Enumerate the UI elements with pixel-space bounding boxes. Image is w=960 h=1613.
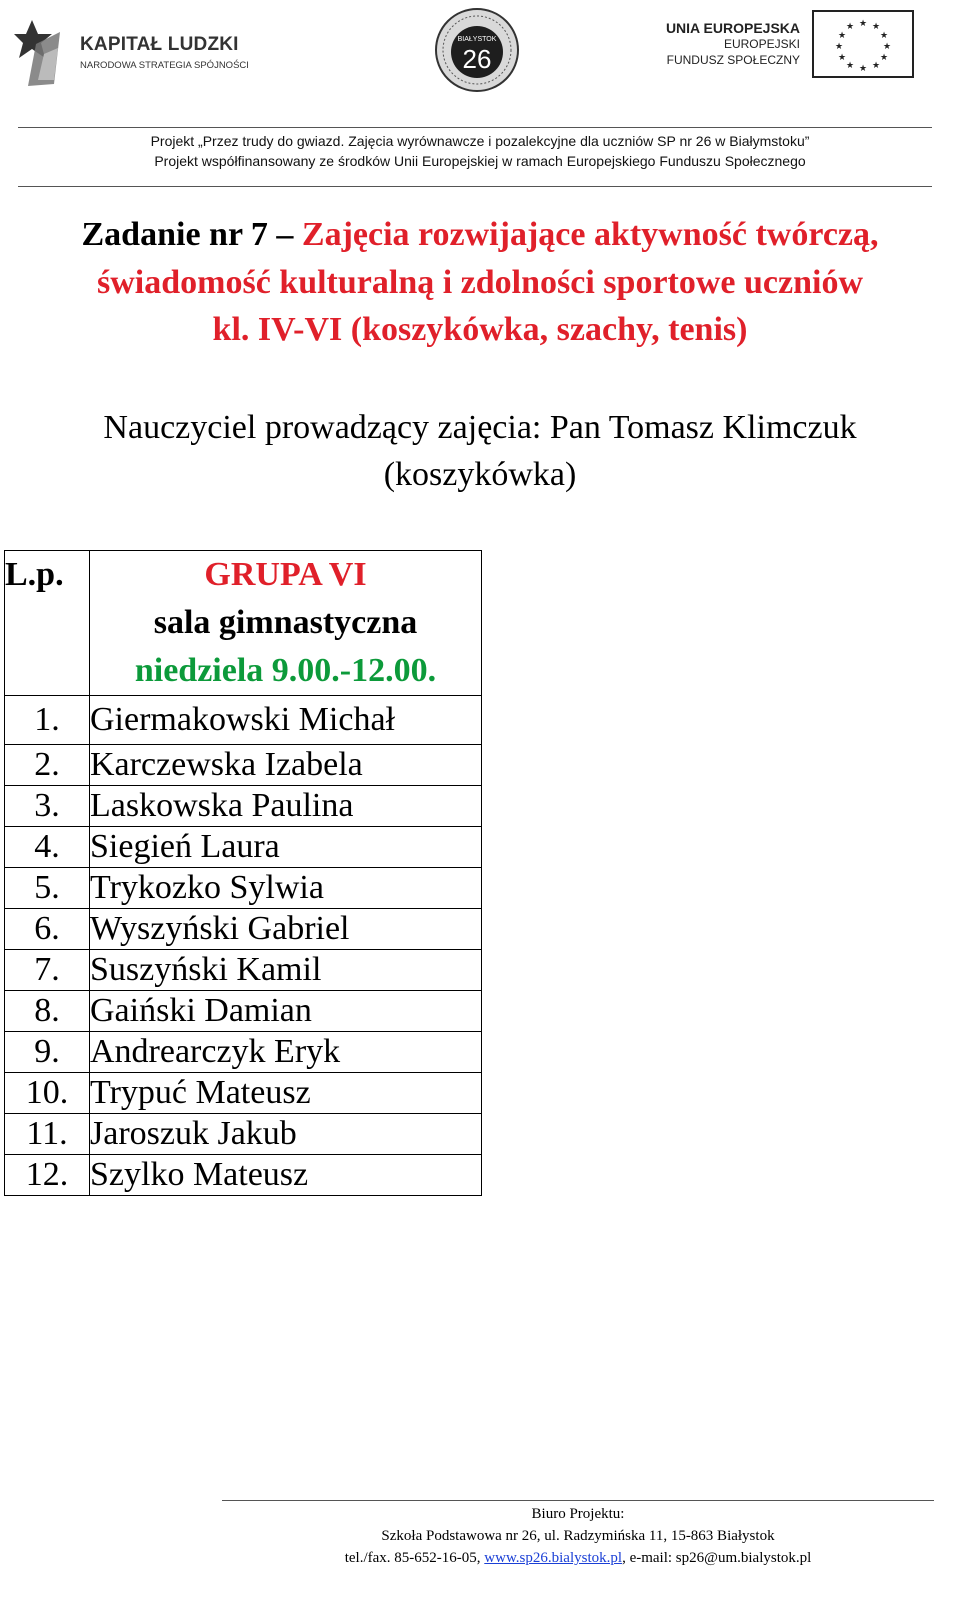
svg-text:★: ★ — [871, 61, 881, 71]
student-name: Wyszyński Gabriel — [90, 909, 482, 950]
svg-text:★: ★ — [845, 61, 855, 71]
footer-rule — [222, 1500, 934, 1501]
table-row — [5, 1114, 482, 1155]
group-header-cell — [90, 551, 482, 696]
student-name: Karczewska Izabela — [90, 745, 482, 786]
row-number: 7. — [5, 950, 90, 991]
row-number: 12. — [5, 1155, 90, 1196]
footer-line-1: Biuro Projektu: — [531, 1506, 625, 1522]
group-room: sala gimnastyczna — [153, 604, 418, 641]
table-row — [5, 868, 482, 909]
group-table-header-row — [5, 551, 482, 696]
svg-text:★: ★ — [845, 22, 855, 32]
eu-line-3: FUNDUSZ SPOŁECZNY — [666, 53, 800, 67]
svg-text:★: ★ — [879, 53, 889, 63]
table-row — [5, 950, 482, 991]
student-name: Laskowska Paulina — [90, 786, 482, 827]
svg-text:★: ★ — [858, 64, 868, 74]
svg-text:★: ★ — [834, 42, 844, 52]
row-number: 10. — [5, 1073, 90, 1114]
footer-line-3 — [222, 1550, 934, 1567]
student-name: Gaiński Damian — [90, 991, 482, 1032]
row-number: 6. — [5, 909, 90, 950]
kapital-ludzki-title: KAPITAŁ LUDZKI — [80, 34, 239, 55]
group-table — [4, 550, 482, 1196]
row-number: 5. — [5, 868, 90, 909]
seal-number: 26 — [462, 44, 492, 74]
row-number: 8. — [5, 991, 90, 1032]
eu-line-2: EUROPEJSKI — [723, 37, 800, 51]
kapital-ludzki-star-icon — [14, 14, 66, 88]
teacher-line-1: Nauczyciel prowadzący zajęcia: Pan Tomasz Klimczuk — [103, 409, 857, 446]
student-name: Giermakowski Michał — [90, 696, 482, 745]
row-number: 9. — [5, 1032, 90, 1073]
row-number: 11. — [5, 1114, 90, 1155]
student-name: Siegień Laura — [90, 827, 482, 868]
student-name: Trykozko Sylwia — [90, 868, 482, 909]
kapital-ludzki-subtitle: NARODOWA STRATEGIA SPÓJNOŚCI — [80, 60, 249, 71]
table-row — [5, 909, 482, 950]
student-name: Trypuć Mateusz — [90, 1073, 482, 1114]
footer-email-prefix: , e-mail: — [622, 1550, 676, 1566]
student-name: Szylko Mateusz — [90, 1155, 482, 1196]
task-title-line-1 — [0, 216, 960, 254]
header-rule-top — [18, 127, 932, 128]
school-seal-logo — [435, 8, 519, 92]
row-number: 3. — [5, 786, 90, 827]
footer-line-2: Szkoła Podstawowa nr 26, ul. Radzymińska 11, 15-863 Białystok — [381, 1528, 775, 1544]
task-title-prefix: Zadanie nr 7 – — [81, 216, 302, 253]
svg-text:★: ★ — [837, 53, 847, 63]
row-number: 2. — [5, 745, 90, 786]
header-rule-bottom — [18, 186, 932, 187]
eu-fund-logo-text — [666, 20, 800, 68]
website-link[interactable]: www.sp26.bialystok.pl — [484, 1550, 623, 1566]
table-row — [5, 696, 482, 745]
group-name: GRUPA VI — [204, 556, 367, 593]
svg-text:★: ★ — [871, 22, 881, 32]
table-row — [5, 786, 482, 827]
project-line-1: Projekt „Przez trudy do gwiazd. Zajęcia wyrównawcze i pozalekcyjne dla uczniów SP nr 26 w Białymstoku” — [150, 133, 810, 149]
task-title-line-2: świadomość kulturalną i zdolności sportowe uczniów — [97, 264, 863, 301]
teacher-line-2: (koszykówka) — [383, 456, 577, 493]
student-name: Andrearczyk Eryk — [90, 1032, 482, 1073]
student-name: Suszyński Kamil — [90, 950, 482, 991]
svg-text:★: ★ — [879, 31, 889, 41]
table-row — [5, 827, 482, 868]
table-row — [5, 1073, 482, 1114]
table-row — [5, 1032, 482, 1073]
task-title-red-1: Zajęcia rozwijające aktywność twórczą, — [301, 216, 879, 253]
eu-line-1: UNIA EUROPEJSKA — [665, 20, 800, 36]
table-row — [5, 1155, 482, 1196]
svg-text:★: ★ — [858, 19, 868, 29]
lp-header: L.p. — [5, 551, 90, 696]
table-row — [5, 991, 482, 1032]
svg-text:★: ★ — [882, 42, 892, 52]
table-row — [5, 745, 482, 786]
seal-city: BIAŁYSTOK — [457, 36, 497, 43]
row-number: 1. — [5, 696, 90, 745]
student-rows — [5, 696, 482, 1196]
eu-flag-icon — [812, 10, 914, 78]
footer-email: sp26@um.bialystok.pl — [675, 1550, 812, 1566]
group-schedule: niedziela 9.00.-12.00. — [134, 652, 437, 689]
student-name: Jaroszuk Jakub — [90, 1114, 482, 1155]
project-line-2: Projekt współfinansowany ze środków Unii Europejskiej w ramach Europejskiego Funduszu Społecznego — [154, 153, 806, 169]
kapital-ludzki-logo — [14, 14, 254, 94]
task-title-line-3: kl. IV-VI (koszykówka, szachy, tenis) — [212, 311, 748, 348]
footer-phone: tel./fax. 85-652-16-05, — [344, 1550, 485, 1566]
row-number: 4. — [5, 827, 90, 868]
svg-text:★: ★ — [837, 31, 847, 41]
